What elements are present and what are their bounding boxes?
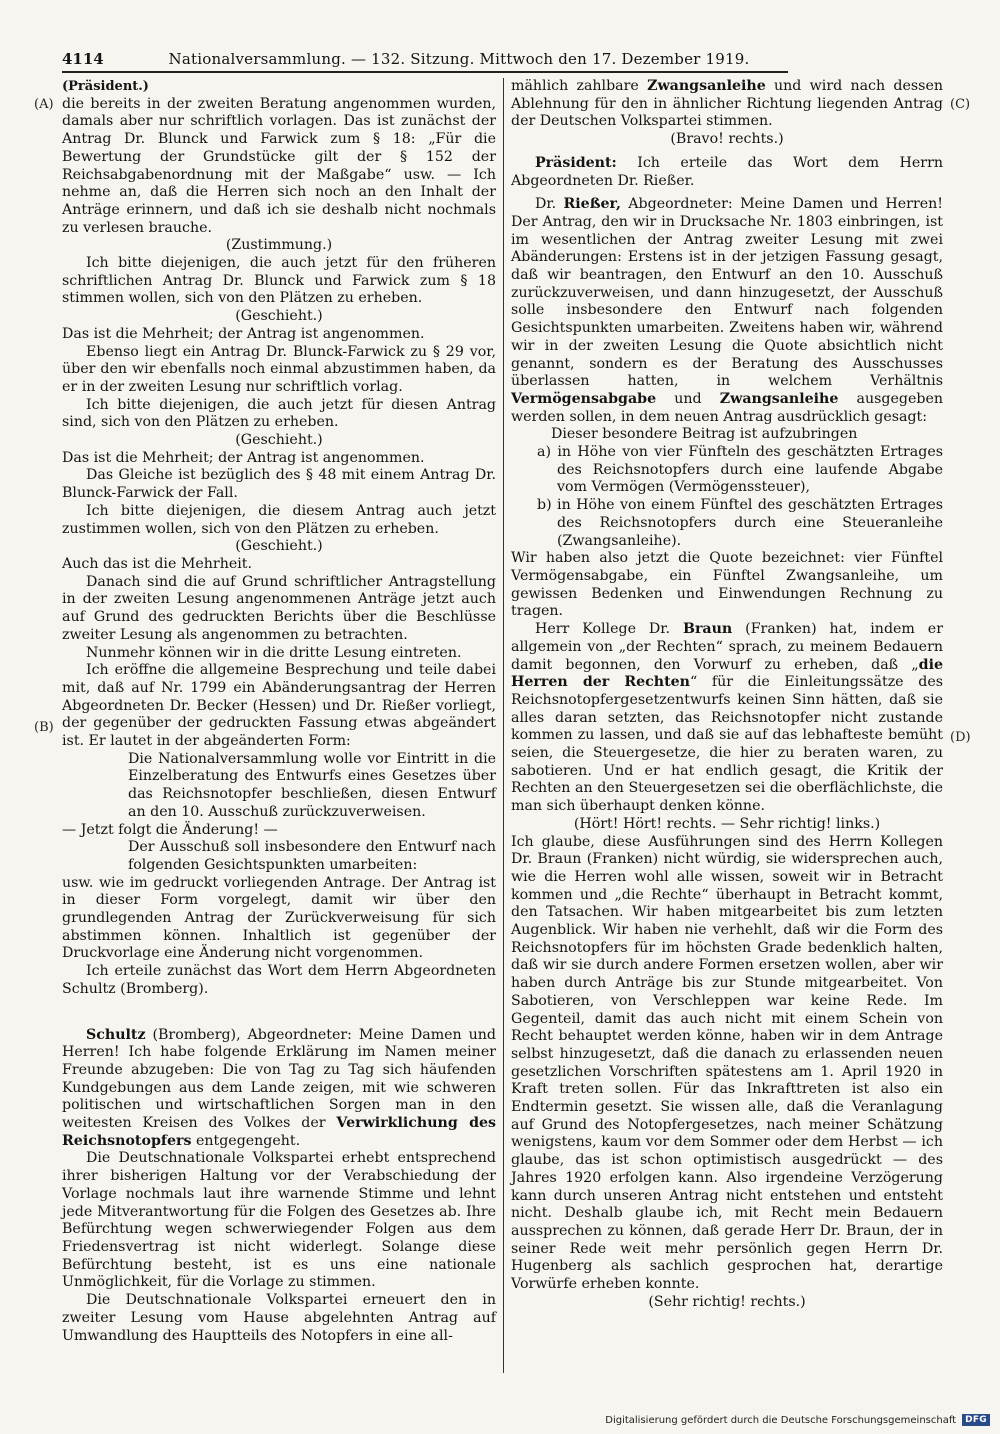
paragraph: Ich eröffne die allgemeine Besprechung und teile dabei mit, daß auf Nr. 1799 ein Abänderungsantrag der Herren Abgeordneten Dr. Becker (Hessen) und Dr. Rießer vorliegt, der gegenüber der gedruckten Fassung etwas abgeändert ist. Er lautet in der abgeänderten Form: xyxy=(62,662,496,750)
left-column xyxy=(62,78,496,1345)
margin-mark-c: (C) xyxy=(950,97,971,112)
reaction: (Geschieht.) xyxy=(235,538,323,555)
page-header-title: Nationalversammlung. — 132. Sitzung. Mittwoch den 17. Dezember 1919. xyxy=(168,50,750,68)
paragraph: Das ist die Mehrheit; der Antrag ist angenommen. xyxy=(62,325,425,342)
text-run: und xyxy=(656,390,720,407)
paragraph: Wir haben also jetzt die Quote bezeichnet: vier Fünftel Vermögensabgabe, ein Fünftel Zwangsanleihe, um gewissen Bedenken und Einwendungen Rechnung zu tragen. xyxy=(511,550,943,620)
text-run: ausgegeben werden sollen, in dem neuen Antrag ausdrücklich gesagt: xyxy=(511,390,943,425)
margin-mark-a: (A) xyxy=(34,97,54,112)
paragraph: die bereits in der zweiten Beratung angenommen wurden, damals aber nur schriftlich vorlagen. Das ist zunächst der Antrag Dr. Blunck und Farwick zum § 18: „Für die Bewertung der Grundstücke gilt der § 152 der Reichsabgabenordnung mit der Maßgabe“ usw. — Ich nehme an, daß die Herren sich noch an den Inhalt der Anträge erinnern, und daß ich sie deshalb nicht nochmals zu verlesen brauche. xyxy=(62,95,496,236)
spacer xyxy=(62,999,496,1027)
column-divider xyxy=(503,78,504,1373)
paragraph: Danach sind die auf Grund schriftlicher Antragstellung in der zweiten Lesung angenommenen Anträge jetzt auch auf Grund des gedruckten Berichts über die Beschlüsse zweiter Lesung als angenommen zu betrachten. xyxy=(62,573,496,643)
right-column xyxy=(511,78,943,1312)
margin-mark-b: (B) xyxy=(34,720,54,735)
paragraph: — Jetzt folgt die Änderung! — xyxy=(62,821,278,838)
speaker-label: Präsident: xyxy=(535,154,617,171)
reaction: (Hört! Hört! rechts. — Sehr richtig! links.) xyxy=(573,815,881,832)
paragraph: Ich bitte diejenigen, die auch jetzt für diesen Antrag sind, sich von den Plätzen zu erheben. xyxy=(62,396,496,431)
page-header xyxy=(62,48,786,70)
speaker-name: Rießer, xyxy=(563,196,621,213)
paragraph: Ich bitte diejenigen, die diesem Antrag auch jetzt zustimmen wollen, sich von den Plätzen zu erheben. xyxy=(62,502,496,537)
paragraph: Die Deutschnationale Volkspartei erhebt entsprechend ihrer bisherigen Haltung vor der Verabschiedung der Vorlage nochmals laut ihre warnende Stimme und lehnt jede Mitverantwortung für die Folgen des Gesetzes ab. Ihre Befürchtung wegen schwerwiegender Folgen aus dem Friedensvertrag ist nicht widerlegt. Solange diese Befürchtung besteht, ist es uns eine nationale Unmöglichkeit, für die Vorlage zu stimmen. xyxy=(62,1150,496,1291)
emphasis: Zwangsanleihe xyxy=(719,390,839,407)
list-item: a) in Höhe von vier Fünfteln des geschätzten Ertrages des Reichsnotopfers durch eine laufende Abgabe vom Vermögen (Vermögenssteuer), xyxy=(537,444,943,496)
paragraph: Ich glaube, diese Ausführungen sind des Herrn Kollegen Dr. Braun (Franken) nicht würdig, sie widersprechen auch, wie die Herren wohl alle wissen, soweit wir in Betracht kommen und „die Rechte“ überhaupt in Betracht kommt, den Tatsachen. Wir haben mitgearbeitet bis zum letzten Augenblick. Wir haben nie verhehlt, daß wir die Form des Reichsnotopfers für im höchsten Grade bedenklich halten, daß wir sie durch andere Formen ersetzen wollen, aber wir haben durch Anträge bis zur Stunde mitgearbeitet. Von Sabotieren, von Verschleppen war keine Rede. Im Gegenteil, damit das auch nicht mit einem Schein von Recht behauptet werden könne, haben wir in dem Antrage selbst hinzugesetzt, daß die danach zu erlassenden neuen gesetzlichen Vorschriften spätestens am 1. April 1920 in Kraft treten sollen. Für das Inkrafttreten ist also ein Endtermin gesetzt. Sie wissen alle, daß die Veranlagung auf Grund des Notopfergesetzes, nach meiner Schätzung wenigstens, kaum vor dem Sommer oder dem Herbst — ich glaube, das ist schon optimistisch ausgedrückt — des Jahres 1920 erfolgen kann. Also irgendeine Verzögerung kann durch unseren Antrag nicht entstehen und entsteht nicht. Deshalb glaube ich, mit Recht mein Bedauern aussprechen zu können, daß gerade Herr Dr. Braun, der in seiner Rede weit mehr persönlich gegen Herrn Dr. Hugenberg als sachlich gesprochen hat, derartige Vorwürfe erheben konnte. xyxy=(511,833,943,1293)
speech-text: (Bromberg), Abgeordneter: Meine Damen und Herren! Ich habe folgende Erklärung im Namen meiner Freunde abzugeben: Die von Tag zu Tag sich häufenden Kundgebungen aus dem Lande zeigen, mit wie schweren politischen und wirtschaftlichen Sorgen man in den weitesten Kreisen des Volkes der xyxy=(62,1026,496,1132)
reaction: (Bravo! rechts.) xyxy=(670,131,784,148)
text-run: Abgeordneter: Meine Damen und Herren! Der Antrag, den wir in Drucksache Nr. 1803 einbringen, ist im wesentlichen der Antrag zweiter Lesung mit zwei Abänderungen: Erstens ist in der jetzigen Fassung gesagt, daß wir beantragen, den Entwurf an den 10. Ausschuß zurückzuverweisen, und dann hinzugesetzt, der Ausschuß solle insbesondere den Entwurf nach folgenden Gesichtspunkten umarbeiten. Zweitens haben wir, während wir in der zweiten Lesung die Quote absichtlich nicht genannt, sondern es der Beratung des Ausschusses überlassen hatten, in welchem Verhältnis xyxy=(511,196,943,390)
quoted-motion: Die Nationalversammlung wolle vor Eintritt in die Einzelberatung des Entwurfs eines Gesetzes über das Reichsnotopfer beschließen, diesen Entwurf an den 10. Ausschuß zurückzuverweisen. xyxy=(128,750,496,820)
reaction: (Geschieht.) xyxy=(235,308,323,325)
speech-text: entgegengeht. xyxy=(191,1132,301,1149)
paragraph: Das Gleiche ist bezüglich des § 48 mit einem Antrag Dr. Blunck-Farwick der Fall. xyxy=(62,467,496,502)
text-run: “ für die Einleitungssätze des Reichsnotopfergesetzentwurfs keinen Sinn hätten, daß sie alles daran setzten, das Reichsnotopfer nicht zustande kommen zu lassen, und daß sie auf das lebhafteste bemüht seien, die Steuergesetze, die hier zu beraten waren, zu sabotieren. Und er hat endlich gesagt, die Kritik der Rechten an den Steuergesetzen sei die oberflächlichste, die man sich überhaupt denken könne. xyxy=(511,674,943,815)
paragraph: Ich erteile zunächst das Wort dem Herrn Abgeordneten Schultz (Bromberg). xyxy=(62,963,496,997)
list-item: b) in Höhe von einem Fünftel des geschätzten Ertrages des Reichsnotopfers durch eine Steueranleihe (Zwangsanleihe). xyxy=(537,497,943,549)
speech-schultz xyxy=(62,1027,496,1151)
speaker-name: Schultz xyxy=(86,1026,146,1043)
emphasis: Verwirklichung des Reichsnotopfers xyxy=(62,1115,496,1149)
speaker-tag: (Präsident.) xyxy=(62,79,149,94)
header-rule xyxy=(62,71,788,73)
paragraph: Nunmehr können wir in die dritte Lesung eintreten. xyxy=(86,644,462,661)
reaction: (Zustimmung.) xyxy=(225,237,333,254)
paragraph xyxy=(511,78,943,131)
text-run: Herr Kollege Dr. xyxy=(535,621,683,638)
paragraph: Auch das ist die Mehrheit. xyxy=(62,555,252,572)
paragraph xyxy=(511,621,943,816)
digitization-footer xyxy=(605,1414,990,1426)
reaction: (Sehr richtig! rechts.) xyxy=(648,1293,806,1310)
emphasis: die Herren der Rechten xyxy=(511,656,943,691)
speech-riesser xyxy=(511,196,943,426)
text-run: Dr. xyxy=(535,196,564,213)
paragraph: Ebenso liegt ein Antrag Dr. Blunck-Farwick zu § 29 vor, über den wir ebenfalls noch einmal abzustimmen haben, da er in der zweiten Lesung nur schriftlich vorlag. xyxy=(62,343,496,395)
paragraph: Die Deutschnationale Volkspartei erneuert den in zweiter Lesung vom Hause abgelehnten Antrag auf Umwandlung des Hauptteils des Notopfers in eine all- xyxy=(62,1292,496,1344)
reaction: (Geschieht.) xyxy=(235,432,323,449)
quoted-motion: Dieser besondere Beitrag ist aufzubringen xyxy=(551,426,858,443)
paragraph: Ich bitte diejenigen, die auch jetzt für den früheren schriftlichen Antrag Dr. Blunck und Farwick zum § 18 stimmen wollen, sich von den Plätzen zu erheben. xyxy=(62,255,496,307)
emphasis: Braun xyxy=(682,621,733,638)
text-run: und wird nach dessen Ablehnung für den in ähnlicher Richtung liegenden Antrag der Deutschen Volkspartei stimmen. xyxy=(511,78,943,130)
paragraph: usw. wie im gedruckt vorliegenden Antrage. Der Antrag ist in dieser Form vorgelegt, damit wir über den grundlegenden Antrag der Zurückverweisung für sich abstimmen können. Inhaltlich ist gegenüber der Druckvorlage eine Änderung nicht vorgenommen. xyxy=(62,874,496,962)
margin-mark-d: (D) xyxy=(950,730,971,745)
paragraph: Das ist die Mehrheit; der Antrag ist angenommen. xyxy=(62,449,425,466)
page-number: 4114 xyxy=(62,50,104,68)
text-run: mählich zahlbare xyxy=(511,78,648,94)
quoted-motion: Der Ausschuß soll insbesondere den Entwurf nach folgenden Gesichtspunkten umarbeiten: xyxy=(128,839,496,873)
emphasis: Vermögensabgabe xyxy=(511,390,657,407)
emphasis: Zwangsanleihe xyxy=(647,78,766,94)
footer-text: Digitalisierung gefördert durch die Deutsche Forschungsgemeinschaft xyxy=(605,1414,957,1426)
dfg-logo: DFG xyxy=(962,1414,990,1426)
text-run: (Franken) hat, indem er allgemein von „der Rechten“ sprach, zu meinem Bedauern damit begonnen, den Vorwurf zu erheben, daß „ xyxy=(511,621,943,673)
president-statement xyxy=(511,155,943,190)
text-run: Ich erteile das Wort dem Herrn Abgeordneten Dr. Rießer. xyxy=(511,154,943,189)
